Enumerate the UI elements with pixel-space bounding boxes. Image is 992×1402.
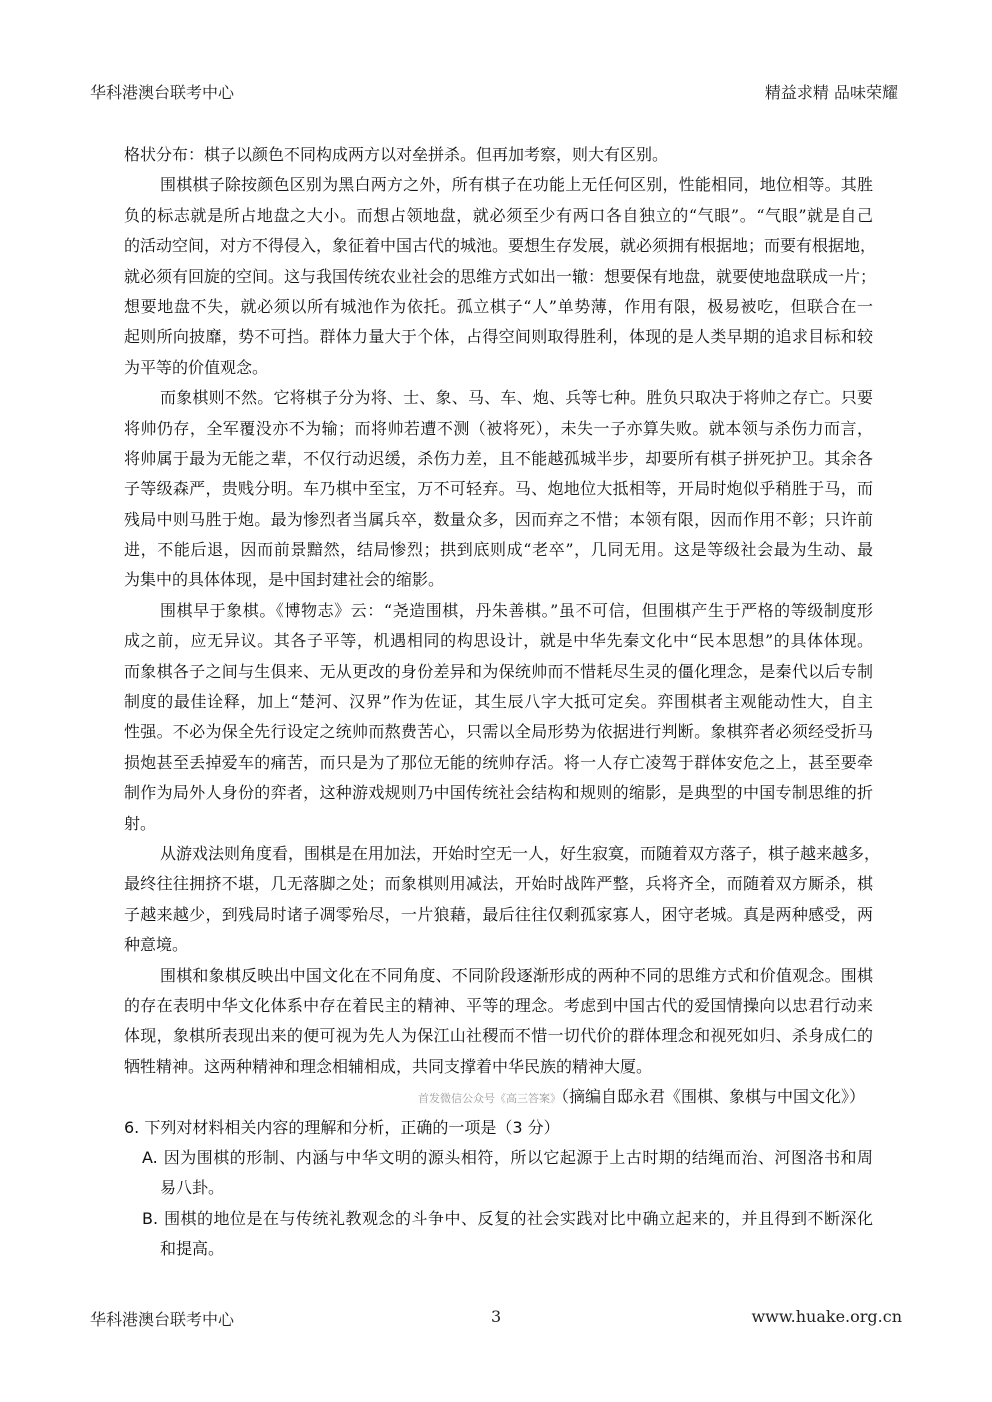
text-line: 的存在表明中华文化体系中存在着民主的精神、平等的理念。考虑到中国古代的爱国情操向以忠君行动来 xyxy=(124,995,873,1015)
text-line: 而象棋各子之间与生俱来、无从更改的身份差异和为保统帅而不惜耗尽生灵的僵化理念，是秦代以后专制 xyxy=(124,661,873,681)
citation-source: （摘编自邸永君《围棋、象棋与中国文化》） xyxy=(560,1087,865,1107)
text-line: 子等级森严，贵贱分明。车乃棋中至宝，万不可轻弃。马、炮地位大抵相等，开局时炮似乎稍胜于马，而 xyxy=(124,479,873,499)
text-line: 为集中的具体体现，是中国封建社会的缩影。 xyxy=(124,570,445,590)
paragraph xyxy=(124,961,873,1083)
option-label: A. xyxy=(142,1147,158,1167)
text-line: 最终往往拥挤不堪，几无落脚之处；而象棋则用减法，开始时战阵严整，兵将齐全，而随着双方厮杀，棋 xyxy=(124,874,873,894)
text-line: 从游戏法则角度看，围棋是在用加法，开始时空无一人，好生寂寞，而随着双方落子，棋子越来越多， xyxy=(160,843,881,863)
text-line: 将帅属于最为无能之辈，不仅行动迟缓，杀伤力差，且不能越孤城半步，却要所有棋子拼死护卫。其余各 xyxy=(124,448,873,468)
text-line: 围棋和象棋反映出中国文化在不同角度、不同阶段逐渐形成的两种不同的思维方式和价值观念。围棋 xyxy=(160,965,873,985)
header-org: 华科港澳台联考中心 xyxy=(90,83,235,102)
paragraph xyxy=(124,383,873,596)
footer-org: 华科港澳台联考中心 xyxy=(90,1310,235,1329)
option-a-cont: 易八卦。 xyxy=(160,1178,225,1198)
option-b xyxy=(124,1204,873,1234)
citation xyxy=(124,1082,873,1112)
question-6 xyxy=(124,1113,873,1265)
article-paragraphs xyxy=(124,140,881,1082)
text-line: 围棋棋子除按颜色区别为黑白两方之外，所有棋子在功能上无任何区别，性能相同，地位相等。其胜 xyxy=(160,175,873,195)
option-text: 围棋的地位是在与传统礼教观念的斗争中、反复的社会实践对比中确立起来的，并且得到不断深化 xyxy=(164,1208,873,1228)
footer-url: www.huake.org.cn xyxy=(751,1307,902,1326)
paragraph xyxy=(124,170,877,383)
text-line: 损炮甚至丢掉爱车的痛苦，而只是为了那位无能的统帅存活。将一人存亡凌驾于群体安危之上，甚至要牵 xyxy=(124,752,873,772)
text-line: 格状分布：棋子以颜色不同构成两方以对垒拼杀。但再加考察，则大有区别。 xyxy=(124,145,669,164)
paragraph xyxy=(124,839,881,961)
text-line: 将帅仍存，全军覆没亦不为输；而将帅若遭不测（被将死），未失一子亦算失败。就本领与杀伤力而言， xyxy=(124,418,873,438)
option-b-cont: 和提高。 xyxy=(160,1239,225,1259)
text-line: 种意境。 xyxy=(124,935,189,955)
text-line: 围棋早于象棋。《博物志》云：“尧造围棋，丹朱善棋。”虽不可信，但围棋产生于严格的等级制度形 xyxy=(160,600,873,620)
text-line: 射。 xyxy=(124,813,157,833)
page-number: 3 xyxy=(491,1307,502,1326)
option-text: 因为围棋的形制、内涵与中华文明的源头相符，所以它起源于上古时期的结绳而治、河图洛书和周 xyxy=(163,1147,873,1167)
paragraph xyxy=(124,596,873,839)
text-line: 子越来越少，到残局时诸子凋零殆尽，一片狼藉，最后往往仅剩孤家寡人，困守老城。真是两种感受，两 xyxy=(124,904,873,924)
text-line: 进，不能后退，因而前景黯然，结局惨烈；拱到底则成“老卒”，几同无用。这是等级社会最为生动、最 xyxy=(124,540,873,560)
text-line: 制作为局外人身份的弈者，这种游戏规则乃中国传统社会结构和规则的缩影，是典型的中国专制思维的折 xyxy=(124,783,873,803)
text-line: 负的标志就是所占地盘之大小。而想占领地盘，就必须至少有两口各自独立的“气眼”。“气眼”就是自己 xyxy=(124,205,873,225)
paragraph xyxy=(124,140,873,170)
option-a xyxy=(124,1143,873,1173)
text-line: 起则所向披靡，势不可挡。群体力量大于个体，占得空间则取得胜利，体现的是人类早期的追求目标和较 xyxy=(124,327,873,347)
text-line: 残局中则马胜于炮。最为惨烈者当属兵卒，数量众多，因而弃之不惜；本领有限，因而作用不彰；只许前 xyxy=(124,509,873,529)
watermark: 首发微信公众号《高三答案》 xyxy=(417,1092,561,1106)
option-label: B. xyxy=(142,1208,159,1228)
header-motto: 精益求精 品味荣耀 xyxy=(764,83,898,102)
text-line: 成之前，应无异议。其各子平等，机遇相同的构思设计，就是中华先秦文化中“民本思想”的具体体现。 xyxy=(124,631,873,651)
text-line: 就必须有回旋的空间。这与我国传统农业社会的思维方式如出一辙：想要保有地盘，就要使地盘联成一片； xyxy=(124,266,877,286)
question-stem: 6. 下列对材料相关内容的理解和分析，正确的一项是（3 分） xyxy=(124,1117,560,1137)
text-line: 而象棋则不然。它将棋子分为将、士、象、马、车、炮、兵等七种。胜负只取决于将帅之存亡。只要 xyxy=(160,388,873,408)
text-line: 体现，象棋所表现出来的便可视为先人为保江山社稷而不惜一切代价的群体理念和视死如归、杀身成仁的 xyxy=(124,1026,873,1046)
text-line: 牺牲精神。这两种精神和理念相辅相成，共同支撑着中华民族的精神大厦。 xyxy=(124,1056,653,1076)
text-line: 的活动空间，对方不得侵入，象征着中国古代的城池。要想生存发展，就必须拥有根据地；而要有根据地， xyxy=(124,236,877,256)
text-line: 想要地盘不失，就必须以所有城池作为依托。孤立棋子“人”单势薄，作用有限，极易被吃，但联合在一 xyxy=(124,296,873,316)
text-line: 性强。不必为保全先行设定之统帅而熬费苦心，只需以全局形势为依据进行判断。象棋弈者必须经受折马 xyxy=(124,722,873,742)
text-line: 制度的最佳诠释，加上“楚河、汉界”作为佐证，其生辰八字大抵可定矣。弈围棋者主观能动性大，自主 xyxy=(124,692,873,712)
text-line: 为平等的价值观念。 xyxy=(124,357,269,377)
article-body xyxy=(124,140,881,1264)
